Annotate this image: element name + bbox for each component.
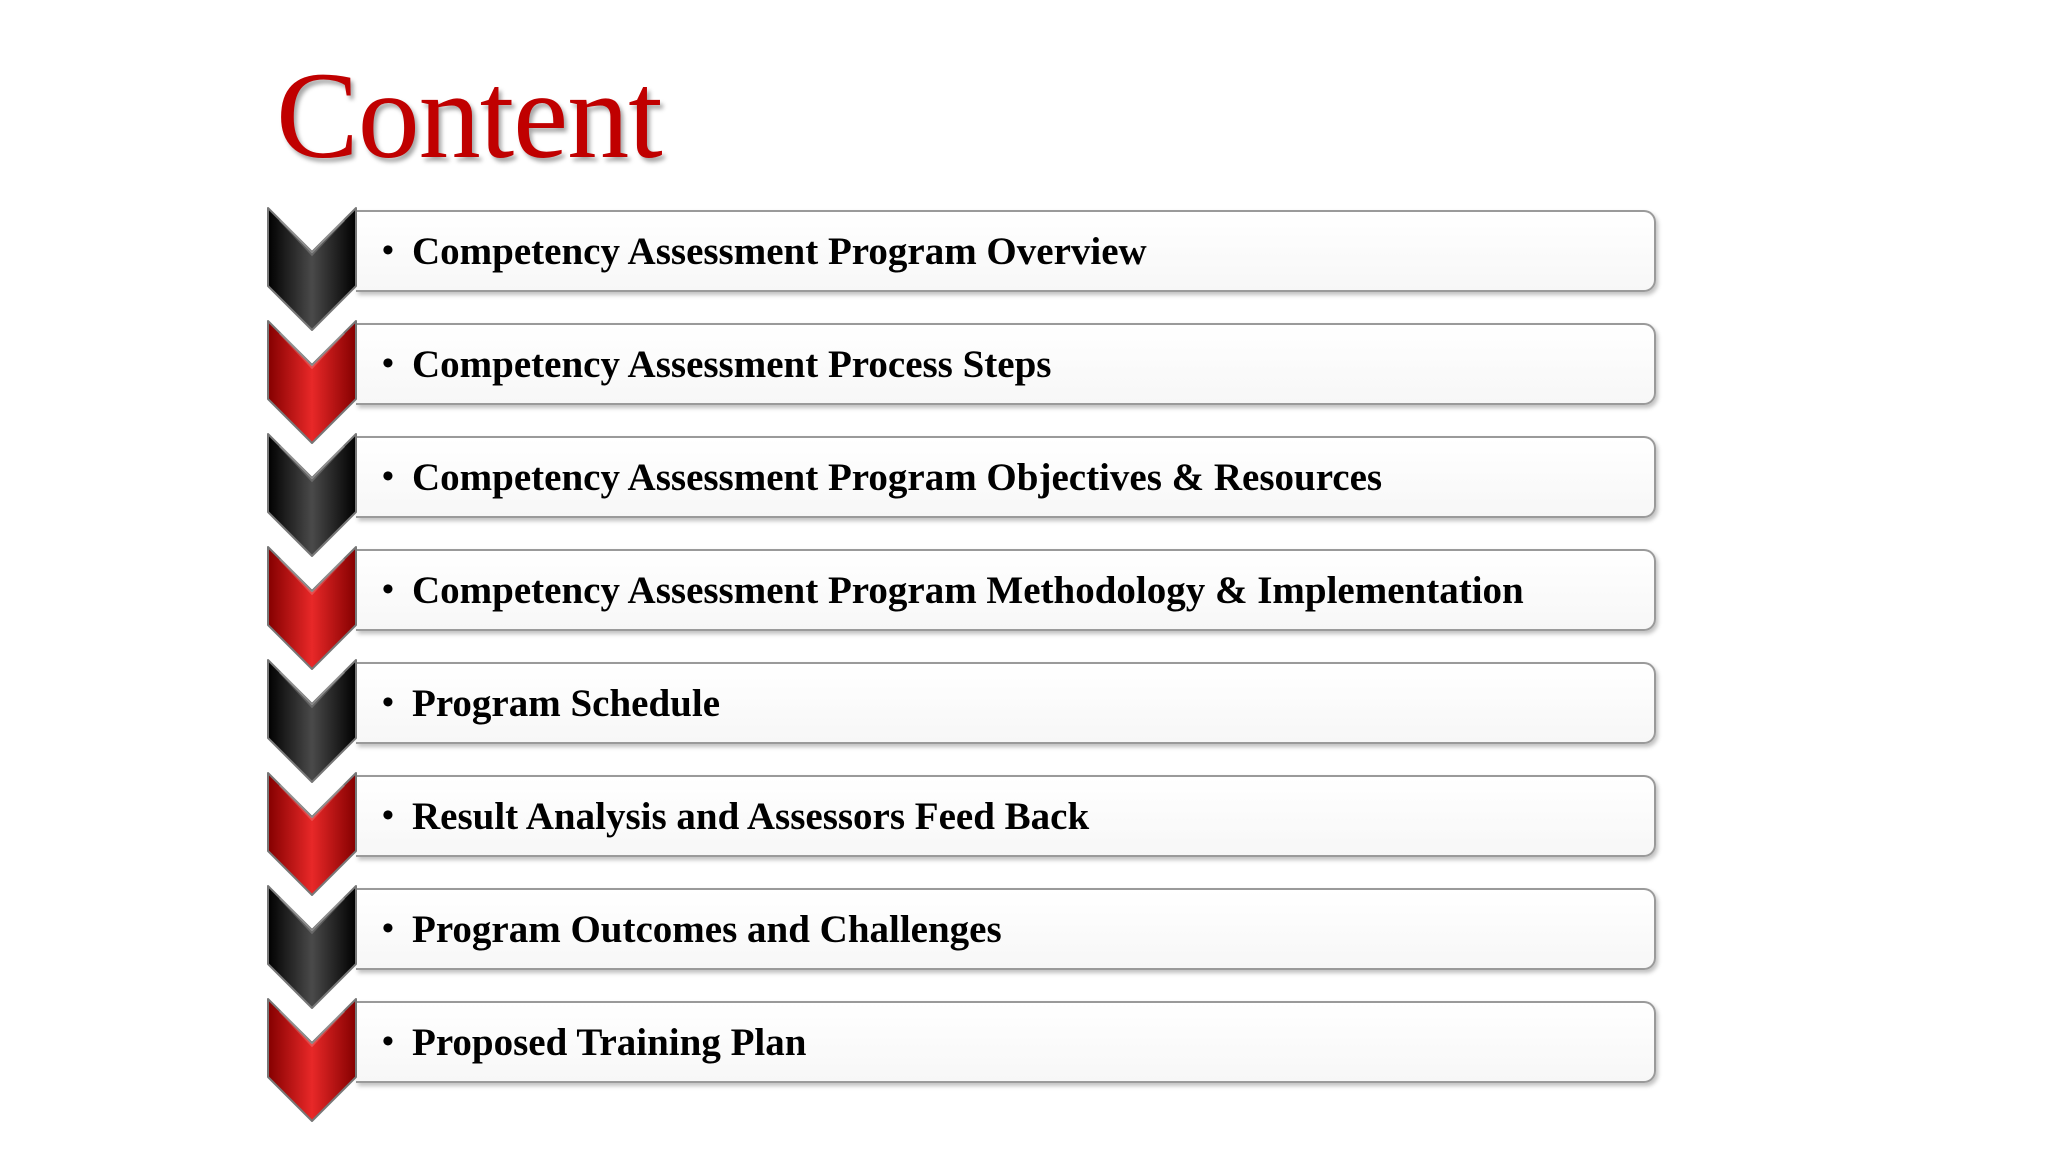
chevron-down-icon [266,319,358,443]
list-item-label: Program Schedule [412,681,721,725]
bullet: • [382,458,394,495]
chevron-down-icon [266,884,358,1008]
bullet: • [382,797,394,834]
list-item-box [356,775,1656,857]
page-title: Content [276,47,662,184]
list-item [266,658,1666,772]
list-item-box [356,1001,1656,1083]
list-item-box [356,436,1656,518]
chevron-down-icon [266,545,358,669]
bullet: • [382,1023,394,1060]
list-item-box [356,210,1656,292]
list-item-box [356,662,1656,744]
list-item-box [356,549,1656,631]
list-item [266,545,1666,659]
bullet: • [382,684,394,721]
list-item-box [356,888,1656,970]
chevron-down-icon [266,206,358,330]
list-item [266,432,1666,546]
list-item [266,319,1666,433]
list-item-label: Proposed Training Plan [412,1020,807,1064]
bullet: • [382,910,394,947]
bullet: • [382,232,394,269]
list-item-label: Competency Assessment Program Overview [412,229,1147,273]
list-item-label: Result Analysis and Assessors Feed Back [412,794,1090,838]
list-item [266,884,1666,998]
list-item [266,771,1666,885]
chevron-down-icon [266,432,358,556]
bullet: • [382,345,394,382]
chevron-down-icon [266,658,358,782]
bullet: • [382,571,394,608]
list-item [266,997,1666,1111]
list-item-label: Competency Assessment Process Steps [412,342,1052,386]
list-item-label: Program Outcomes and Challenges [412,907,1002,951]
content-list [266,206,1666,1146]
list-item [266,206,1666,320]
chevron-down-icon [266,997,358,1121]
list-item-label: Competency Assessment Program Objectives & Resources [412,455,1383,499]
list-item-box [356,323,1656,405]
chevron-down-icon [266,771,358,895]
list-item-label: Competency Assessment Program Methodology & Implementation [412,568,1524,612]
